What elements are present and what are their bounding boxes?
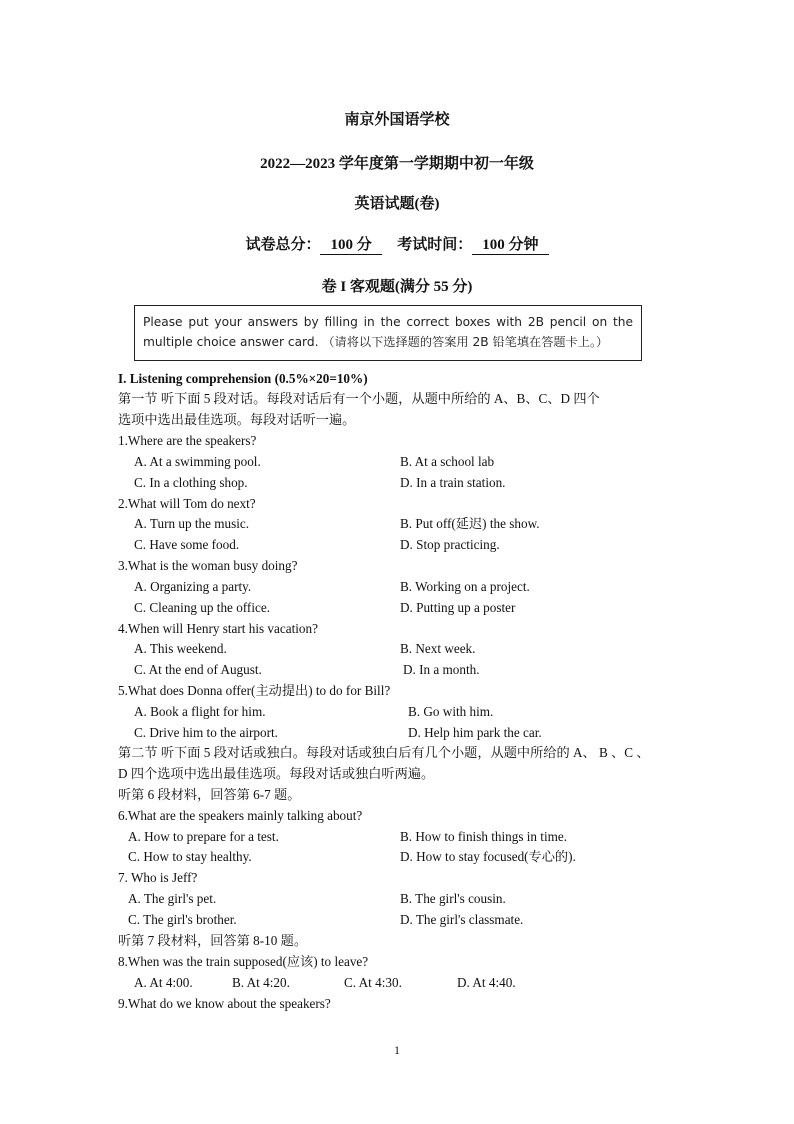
term-title: 2022—2023 学年度第一学期期中初一年级: [260, 156, 534, 172]
option-c: C. At the end of August.: [134, 662, 262, 677]
question-text: 9.What do we know about the speakers?: [118, 996, 331, 1011]
score-label: 试卷总分：: [245, 237, 321, 253]
school-name: 南京外国语学校: [344, 112, 450, 128]
option-b: B. How to finish things in time.: [400, 829, 568, 844]
question-text: 1.Where are the speakers?: [118, 433, 257, 448]
section-intro-line: 第一节 听下面 5 段对话。每段对话后有一个小题，从题中所给的 A、B、C、D 四个: [118, 391, 600, 406]
option-b: B. At a school lab: [400, 454, 495, 469]
option-a: A. At 4:00.: [134, 975, 193, 990]
option-c: C. Cleaning up the office.: [134, 600, 270, 615]
instruction-box: Please put your answers by filling in the correct boxes with 2B pencil on the multiple choice answer card. （请将以下选择题的答案用 2B 铅笔填在答题卡上。）: [134, 305, 642, 361]
option-a: A. Organizing a party.: [134, 579, 252, 594]
option-b: B. Go with him.: [408, 704, 494, 719]
option-a: A. Book a flight for him.: [134, 704, 266, 719]
option-d: D. At 4:40.: [457, 975, 516, 990]
material-instruction: 听第 6 段材料，回答第 6-7 题。: [118, 787, 301, 802]
option-a: A. The girl's pet.: [128, 891, 217, 906]
time-value: 100 分钟: [472, 233, 548, 255]
option-a: A. Turn up the music.: [134, 516, 250, 531]
question-text: 4.When will Henry start his vacation?: [118, 621, 318, 636]
option-d: D. Stop practicing.: [400, 537, 500, 552]
option-c: C. The girl's brother.: [128, 912, 237, 927]
subject-title: 英语试题(卷): [354, 196, 440, 212]
exam-info: [0, 233, 794, 255]
section-intro-line: 选项中选出最佳选项。每段对话听一遍。: [118, 412, 356, 427]
option-a: A. How to prepare for a test.: [128, 829, 279, 844]
time-label: 考试时间：: [397, 237, 473, 253]
question-text: 8.When was the train supposed(应该) to leave?: [118, 954, 369, 969]
question-text: 6.What are the speakers mainly talking about?: [118, 808, 363, 823]
part-title: 卷 I 客观题(满分 55 分): [321, 279, 473, 295]
page-number: 1: [394, 1043, 400, 1057]
option-c: C. In a clothing shop.: [134, 475, 248, 490]
option-a: A. At a swimming pool.: [134, 454, 261, 469]
question-text: 7. Who is Jeff?: [118, 870, 198, 885]
option-b: B. Put off(延迟) the show.: [400, 516, 540, 531]
option-b: B. The girl's cousin.: [400, 891, 506, 906]
option-b: B. At 4:20.: [232, 975, 290, 990]
option-d: D. The girl's classmate.: [400, 912, 524, 927]
question-text: 5.What does Donna offer(主动提出) to do for Bill?: [118, 683, 391, 698]
section-intro-line: D 四个选项中选出最佳选项。每段对话或独白听两遍。: [118, 766, 435, 781]
option-c: C. At 4:30.: [344, 975, 402, 990]
option-c: C. How to stay healthy.: [128, 849, 252, 864]
question-text: 2.What will Tom do next?: [118, 496, 256, 511]
option-b: B. Working on a project.: [400, 579, 530, 594]
option-c: C. Have some food.: [134, 537, 240, 552]
section-intro-line: 第二节 听下面 5 段对话或独白。每段对话或独白后有几个小题，从题中所给的 A、 B 、C 、: [118, 745, 650, 760]
option-d: D. How to stay focused(专心的).: [400, 849, 576, 864]
material-instruction: 听第 7 段材料，回答第 8-10 题。: [118, 933, 308, 948]
question-text: 3.What is the woman busy doing?: [118, 558, 298, 573]
option-d: D. Putting up a poster: [400, 600, 516, 615]
option-a: A. This weekend.: [134, 641, 227, 656]
section-title: I. Listening comprehension (0.5%×20=10%): [118, 371, 368, 386]
score-value: 100 分: [320, 233, 381, 255]
option-d: D. In a month.: [403, 662, 480, 677]
option-d: D. In a train station.: [400, 475, 506, 490]
option-c: C. Drive him to the airport.: [134, 725, 278, 740]
option-d: D. Help him park the car.: [408, 725, 542, 740]
option-b: B. Next week.: [400, 641, 476, 656]
